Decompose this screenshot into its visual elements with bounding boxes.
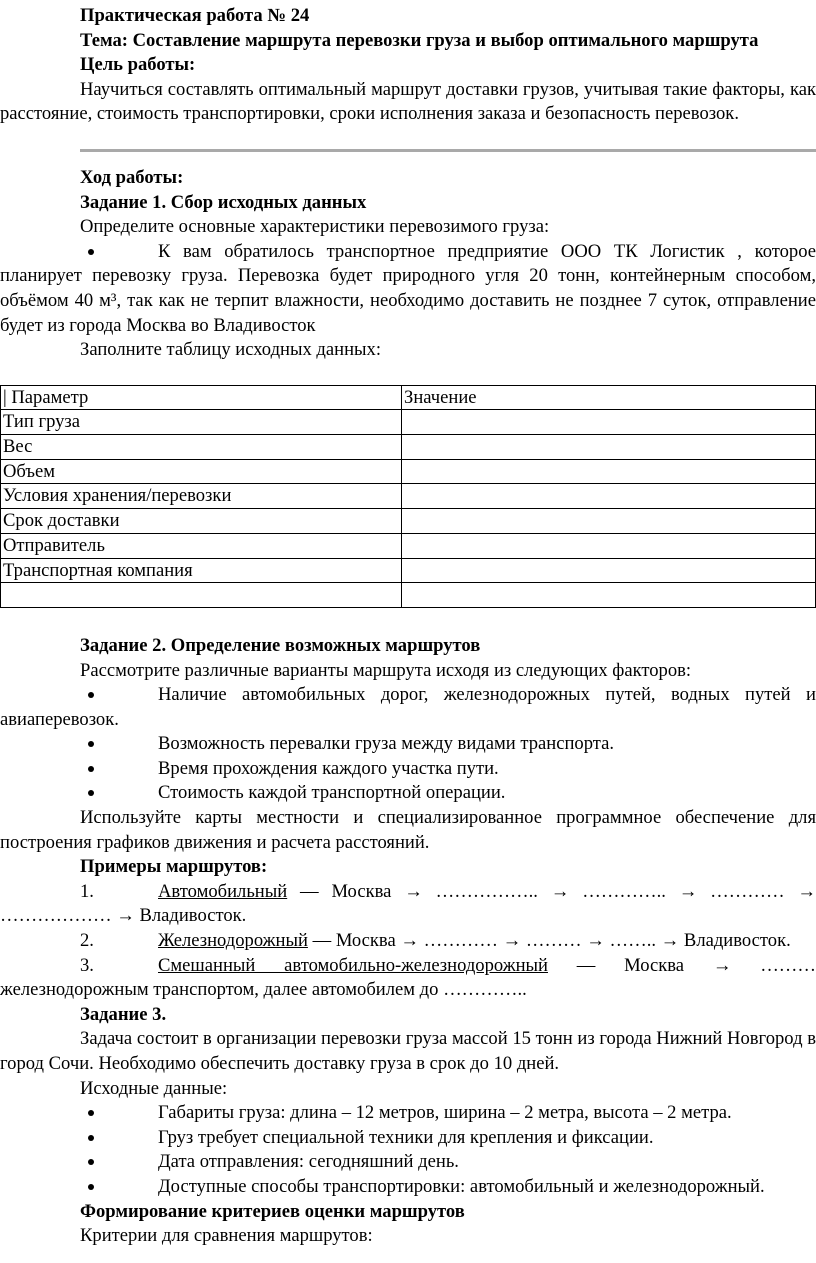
- table-header-row: [1, 385, 816, 410]
- task1-bullet-text: К вам обратилось транспортное предприятие ООО ТК Логистик , которое планирует перевозку груза. Перевозка будет природного угля 20 тонн, контейнерным способом, объёмом 40 м³, так как не терпит влажности, необходимо доставить не позднее 7 суток, отправление будет из города Москва во Владивосток: [0, 240, 816, 336]
- table-cell: Вес: [1, 435, 402, 460]
- task2-bullet: [0, 732, 816, 757]
- goal-text: Научиться составлять оптимальный маршрут доставки грузов, учитывая такие факторы, как расстояние, стоимость транспортировки, сроки исполнения заказа и безопасность перевозок.: [0, 78, 816, 125]
- table-cell: [1, 583, 402, 608]
- task3-bullet: [0, 1150, 816, 1175]
- route-path: — Москва → …………….. → ………….. → ………… → ……………… → Владивосток.: [0, 880, 816, 927]
- task3-bullet: [0, 1126, 816, 1151]
- goal-label: Цель работы:: [80, 54, 196, 76]
- route-example: [0, 954, 816, 1003]
- table-cell: [402, 533, 816, 558]
- table-row: [1, 558, 816, 583]
- route-path: — Москва → ……… железнодорожным транспортом, далее автомобилем до …………..: [0, 954, 816, 1001]
- task2-intro: Рассмотрите различные варианты маршрута исходя из следующих факторов:: [80, 659, 692, 681]
- task2-bullet-text: Возможность перевалки груза между видами транспорта.: [158, 733, 615, 755]
- table-cell: [402, 509, 816, 534]
- document-topic: Тема: Составление маршрута перевозки груза и выбор оптимального маршрута: [80, 29, 759, 51]
- table-cell: [402, 459, 816, 484]
- table-header-cell: Значение: [402, 385, 816, 410]
- bullet-icon: [88, 1184, 94, 1190]
- route-type: Смешанный автомобильно-железнодорожный: [158, 954, 548, 976]
- task2-bullet: [0, 781, 816, 806]
- route-example: [0, 929, 816, 954]
- table-cell: [402, 435, 816, 460]
- route-number: 3.: [80, 954, 94, 976]
- task3-bullet-text: Доступные способы транспортировки: автомобильный и железнодорожный.: [158, 1175, 765, 1197]
- table-cell: Условия хранения/перевозки: [1, 484, 402, 509]
- bullet-icon: [88, 1135, 94, 1141]
- task3-bullet-text: Габариты груза: длина – 12 метров, ширина – 2 метра, высота – 2 метра.: [158, 1102, 732, 1124]
- task3-bullet: [0, 1101, 816, 1126]
- task2-title: Задание 2. Определение возможных маршрутов: [80, 634, 481, 656]
- route-number: 1.: [80, 880, 94, 902]
- table-cell: [402, 558, 816, 583]
- table-row: [1, 583, 816, 608]
- table-cell: Транспортная компания: [1, 558, 402, 583]
- table-cell: Отправитель: [1, 533, 402, 558]
- table-row: [1, 410, 816, 435]
- table-cell: [402, 583, 816, 608]
- examples-label: Примеры маршрутов:: [80, 856, 268, 878]
- table-row: [1, 435, 816, 460]
- bullet-icon: [88, 790, 94, 796]
- table-row: [1, 509, 816, 534]
- task3-input-label: Исходные данные:: [80, 1077, 228, 1099]
- table-cell: Тип груза: [1, 410, 402, 435]
- task1-table-intro: Заполните таблицу исходных данных:: [80, 339, 381, 361]
- table-row: [1, 484, 816, 509]
- table-row: [1, 533, 816, 558]
- route-path: — Москва → ………… → ……… → …….. → Владивосток.: [307, 930, 791, 952]
- criteria-intro: Критерии для сравнения маршрутов:: [80, 1225, 373, 1247]
- task3-bullet-text: Груз требует специальной техники для крепления и фиксации.: [158, 1126, 654, 1148]
- source-data-table: [0, 385, 816, 608]
- task2-bullet-text: Наличие автомобильных дорог, железнодорожных путей, водных путей и авиаперевозок.: [0, 684, 816, 730]
- bullet-icon: [88, 766, 94, 772]
- task1-intro: Определите основные характеристики перевозимого груза:: [80, 216, 550, 238]
- route-type: Железнодорожный: [158, 930, 308, 952]
- task2-bullet: [0, 757, 816, 782]
- table-cell: Объем: [1, 459, 402, 484]
- criteria-title: Формирование критериев оценки маршрутов: [80, 1200, 465, 1222]
- task3-text: Задача состоит в организации перевозки груза массой 15 тонн из города Нижний Новгород в город Сочи. Необходимо обеспечить доставку груза в срок до 10 дней.: [0, 1028, 816, 1074]
- table-cell: [402, 410, 816, 435]
- bullet-icon: [88, 741, 94, 747]
- task2-bullet-text: Время прохождения каждого участка пути.: [158, 757, 499, 779]
- bullet-icon: [88, 249, 94, 255]
- bullet-icon: [88, 1159, 94, 1165]
- task3-title: Задание 3.: [80, 1003, 167, 1025]
- table-header-cell: | Параметр: [1, 385, 402, 410]
- bullet-icon: [88, 1110, 94, 1116]
- task2-bullet-text: Стоимость каждой транспортной операции.: [158, 782, 506, 804]
- document-title: Практическая работа № 24: [80, 5, 310, 26]
- task1-title: Задание 1. Сбор исходных данных: [80, 191, 367, 213]
- route-example: [0, 880, 816, 929]
- bullet-icon: [88, 692, 94, 698]
- progress-label: Ход работы:: [80, 166, 184, 188]
- table-row: [1, 459, 816, 484]
- task1-bullet: [0, 240, 816, 338]
- task3-bullet-text: Дата отправления: сегодняшний день.: [158, 1151, 459, 1173]
- table-cell: [402, 484, 816, 509]
- task3-bullet: [0, 1175, 816, 1200]
- route-type: Автомобильный: [158, 880, 288, 902]
- task2-maps-text: Используйте карты местности и специализированное программное обеспечение для построения графиков движения и расчета расстояний.: [0, 807, 816, 853]
- route-number: 2.: [80, 930, 94, 952]
- horizontal-divider: [80, 149, 816, 152]
- task2-bullet: [0, 683, 816, 732]
- table-cell: Срок доставки: [1, 509, 402, 534]
